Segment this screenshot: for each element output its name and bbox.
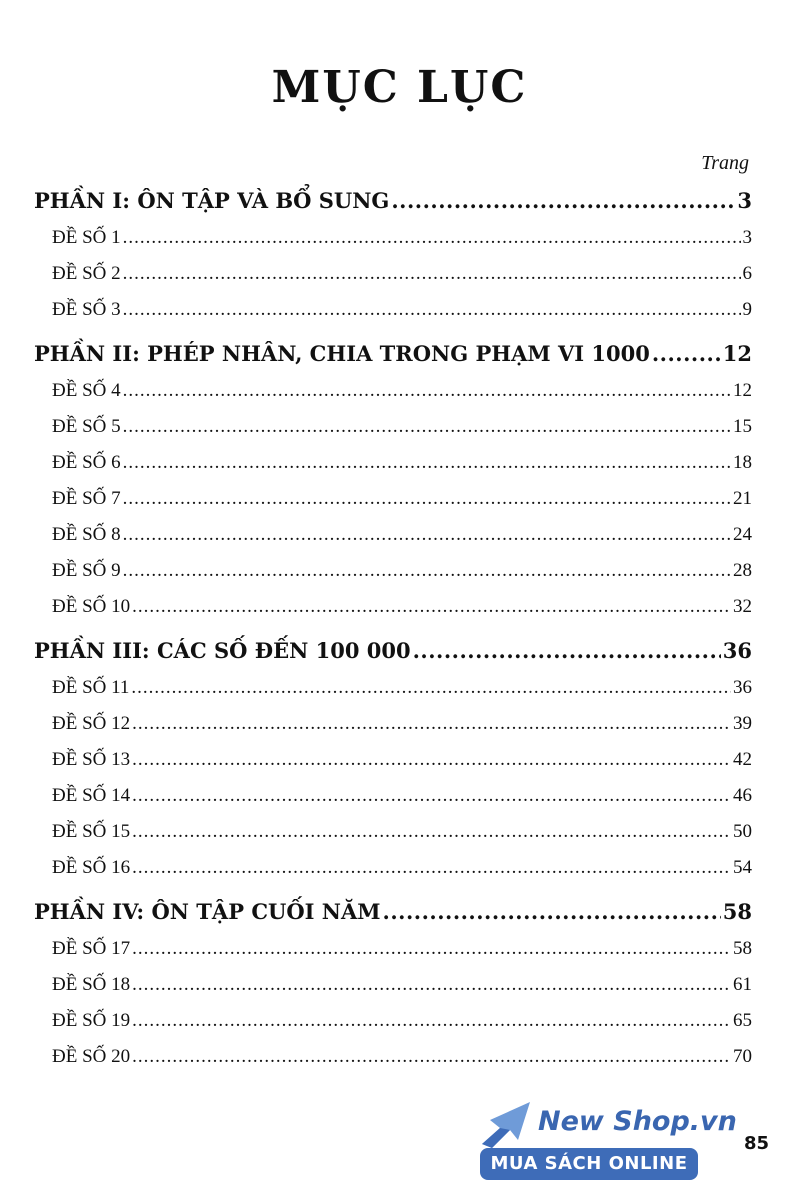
- entry-label: ĐỀ SỐ 9: [52, 560, 121, 581]
- entry-label: ĐỀ SỐ 17: [52, 938, 131, 959]
- toc-entry: [34, 596, 752, 632]
- entry-page: 61: [733, 974, 752, 995]
- entry-label: ĐỀ SỐ 16: [52, 857, 131, 878]
- entry-label: ĐỀ SỐ 5: [52, 416, 121, 437]
- entry-label: ĐỀ SỐ 3: [52, 299, 121, 320]
- dot-leader: [132, 785, 731, 807]
- entry-page: 32: [733, 596, 752, 617]
- entry-label: ĐỀ SỐ 8: [52, 524, 121, 545]
- entry-page: 18: [733, 452, 752, 473]
- entry-page: 46: [733, 785, 752, 806]
- dot-leader: [123, 227, 741, 249]
- toc-entry: [34, 488, 752, 524]
- section-label: PHẦN I: ÔN TẬP VÀ BỔ SUNG: [34, 188, 390, 213]
- dot-leader: [123, 488, 731, 510]
- entry-label: ĐỀ SỐ 18: [52, 974, 131, 995]
- entry-page: 50: [733, 821, 752, 842]
- dot-leader: [132, 749, 731, 771]
- entry-page: 28: [733, 560, 752, 581]
- entry-page: 58: [733, 938, 752, 959]
- dot-leader: [123, 452, 731, 474]
- entry-page: 15: [733, 416, 752, 437]
- dot-leader: [391, 188, 735, 213]
- toc-entry: [34, 263, 752, 299]
- toc-entry: [34, 938, 752, 974]
- entry-label: ĐỀ SỐ 4: [52, 380, 121, 401]
- entry-page: 21: [733, 488, 752, 509]
- entry-page: 70: [733, 1046, 752, 1067]
- entry-label: ĐỀ SỐ 20: [52, 1046, 131, 1067]
- dot-leader: [123, 263, 741, 285]
- arrow-logo-icon: [480, 1098, 536, 1150]
- page-title: MỤC LỤC: [271, 62, 528, 113]
- watermark-brand: New Shop.vn: [538, 1106, 737, 1137]
- entry-label: ĐỀ SỐ 12: [52, 713, 131, 734]
- toc-entry: [34, 857, 752, 893]
- dot-leader: [132, 857, 731, 879]
- toc-entry: [34, 416, 752, 452]
- toc-entry: [34, 677, 752, 713]
- entry-label: ĐỀ SỐ 14: [52, 785, 131, 806]
- entry-label: ĐỀ SỐ 7: [52, 488, 121, 509]
- dot-leader: [123, 380, 731, 402]
- dot-leader: [123, 416, 731, 438]
- toc-section-2: [34, 341, 752, 380]
- toc-entry: [34, 1046, 752, 1082]
- toc-entry: [34, 524, 752, 560]
- dot-leader: [132, 821, 731, 843]
- entry-page: 36: [733, 677, 752, 698]
- entry-label: ĐỀ SỐ 11: [52, 677, 130, 698]
- entry-label: ĐỀ SỐ 15: [52, 821, 131, 842]
- toc-entry: [34, 380, 752, 416]
- entry-label: ĐỀ SỐ 19: [52, 1010, 131, 1031]
- dot-leader: [132, 713, 731, 735]
- entry-label: ĐỀ SỐ 10: [52, 596, 131, 617]
- dot-leader: [123, 560, 731, 582]
- toc-entry: [34, 452, 752, 488]
- toc-entry: [34, 821, 752, 857]
- entry-label: ĐỀ SỐ 2: [52, 263, 121, 284]
- toc-section-4: [34, 899, 752, 938]
- entry-label: ĐỀ SỐ 13: [52, 749, 131, 770]
- page-number: 85: [743, 1133, 769, 1154]
- entry-page: 54: [733, 857, 752, 878]
- dot-leader: [652, 341, 721, 366]
- toc-entry: [34, 785, 752, 821]
- section-page: 36: [722, 638, 752, 663]
- entry-page: 24: [733, 524, 752, 545]
- entry-page: 39: [733, 713, 752, 734]
- entry-page: 9: [742, 299, 752, 320]
- dot-leader: [413, 638, 721, 663]
- dot-leader: [132, 974, 731, 996]
- dot-leader: [132, 596, 731, 618]
- dot-leader: [123, 524, 731, 546]
- dot-leader: [132, 1046, 731, 1068]
- toc-entry: [34, 227, 752, 263]
- section-page: 12: [722, 341, 752, 366]
- newshop-watermark: [480, 1096, 737, 1188]
- dot-leader: [123, 299, 741, 321]
- entry-page: 12: [733, 380, 752, 401]
- section-page: 58: [722, 899, 752, 924]
- entry-page: 6: [742, 263, 752, 284]
- entry-label: ĐỀ SỐ 1: [52, 227, 121, 248]
- dot-leader: [131, 677, 731, 699]
- section-label: PHẦN IV: ÔN TẬP CUỐI NĂM: [34, 899, 381, 924]
- dot-leader: [383, 899, 721, 924]
- toc-entry: [34, 749, 752, 785]
- section-label: PHẦN II: PHÉP NHÂN, CHIA TRONG PHẠM VI 1000: [34, 341, 650, 366]
- section-page: 3: [737, 188, 752, 213]
- table-of-contents: [34, 188, 752, 1082]
- entry-page: 65: [733, 1010, 752, 1031]
- toc-entry: [34, 974, 752, 1010]
- toc-entry: [34, 299, 752, 335]
- entry-page: 42: [733, 749, 752, 770]
- toc-entry: [34, 713, 752, 749]
- toc-section-1: [34, 188, 752, 227]
- watermark-tagline: MUA SÁCH ONLINE: [480, 1148, 698, 1180]
- toc-section-3: [34, 638, 752, 677]
- page-column-label: Trang: [701, 152, 749, 174]
- section-label: PHẦN III: CÁC SỐ ĐẾN 100 000: [34, 638, 411, 663]
- toc-entry: [34, 560, 752, 596]
- entry-page: 3: [742, 227, 752, 248]
- dot-leader: [132, 938, 731, 960]
- toc-entry: [34, 1010, 752, 1046]
- dot-leader: [132, 1010, 731, 1032]
- entry-label: ĐỀ SỐ 6: [52, 452, 121, 473]
